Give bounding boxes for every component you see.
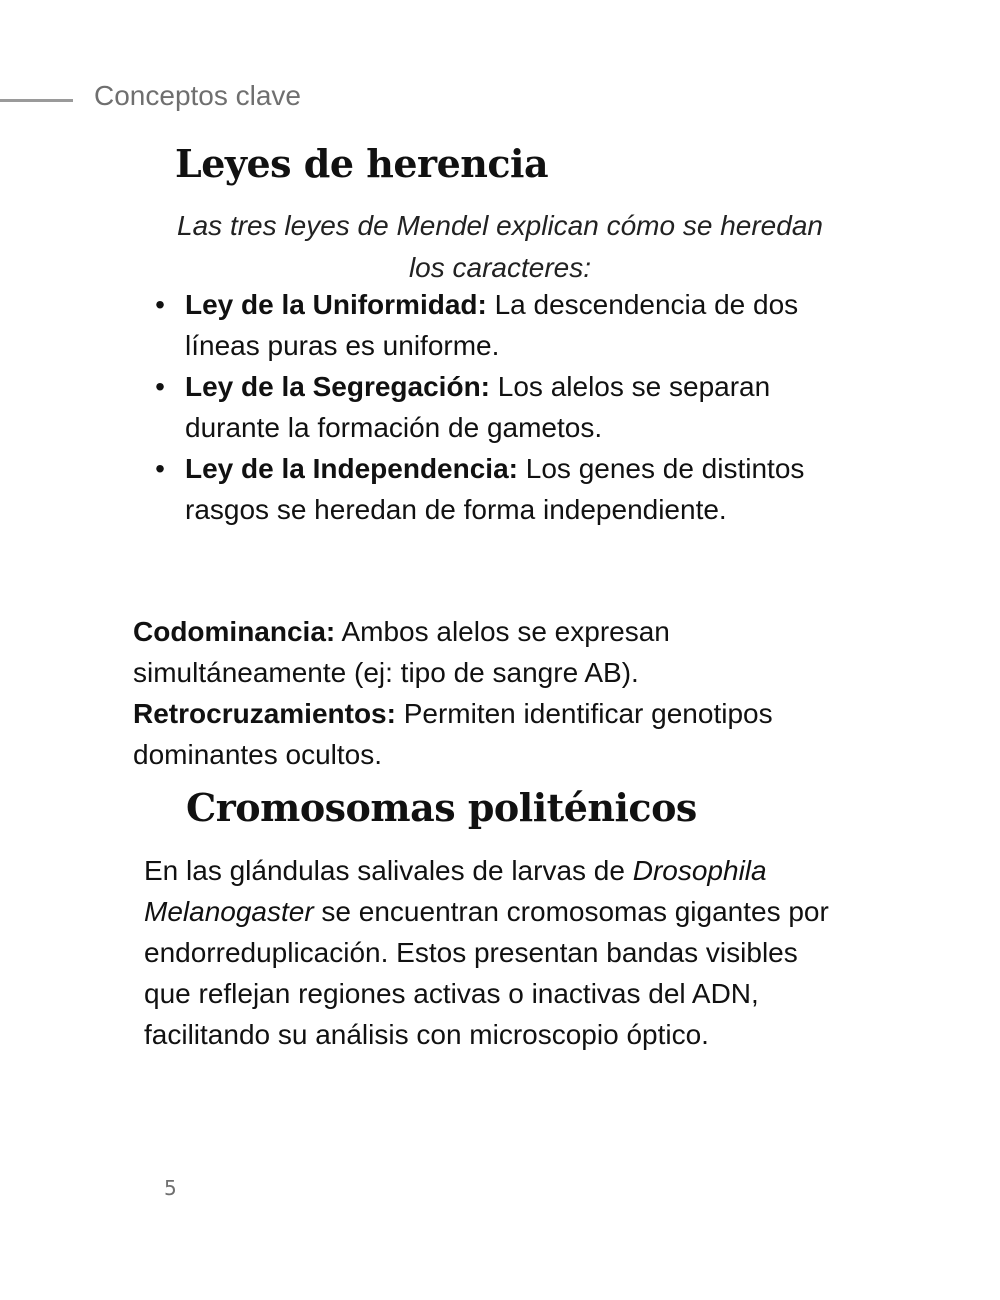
list-item [150, 366, 840, 448]
heading-cromosomas-politenicos: Cromosomas politénicos [186, 785, 697, 830]
page-number: 5 [164, 1176, 177, 1200]
species-name: Drosophila Melanogaster [144, 855, 767, 927]
law-term: Ley de la Independencia: [185, 453, 518, 484]
list-item [150, 284, 840, 366]
law-text: Los genes de distintos rasgos se heredan de forma independiente. [185, 453, 805, 525]
definition-term: Retrocruzamientos: [133, 698, 396, 729]
section-label: Conceptos clave [94, 80, 302, 111]
bullet-icon: • [155, 453, 165, 484]
law-text: Los alelos se separan durante la formación de gametos. [185, 371, 771, 443]
definition-term: Codominancia: [133, 616, 336, 647]
paragraph-text: En las glándulas salivales de larvas de [144, 855, 633, 886]
bullet-icon: • [155, 371, 165, 402]
paragraph-cromosomas [144, 850, 844, 1055]
lead-text: Las tres leyes de Mendel explican cómo se heredan los caracteres: [177, 210, 823, 283]
definition-codominancia [133, 611, 853, 693]
definitions-block [133, 611, 853, 775]
heading-leyes-de-herencia: Leyes de herencia [175, 141, 549, 186]
law-term: Ley de la Segregación: [185, 371, 490, 402]
definition-text: Ambos alelos se expresan simultáneamente (ej: tipo de sangre AB). [133, 616, 670, 688]
law-term: Ley de la Uniformidad: [185, 289, 487, 320]
definition-text: Permiten identificar genotipos dominantes ocultos. [133, 698, 773, 770]
definition-retrocruzamientos [133, 693, 853, 775]
header-rule [0, 99, 73, 102]
law-text: La descendencia de dos líneas puras es uniforme. [185, 289, 799, 361]
list-item [150, 448, 840, 530]
bullet-icon: • [155, 289, 165, 320]
paragraph-text: se encuentran cromosomas gigantes por endorreduplicación. Estos presentan bandas visibles que reflejan regiones activas o inactivas del ADN, facilitando su análisis con microscopio óptico. [144, 896, 829, 1050]
laws-list [150, 284, 840, 530]
